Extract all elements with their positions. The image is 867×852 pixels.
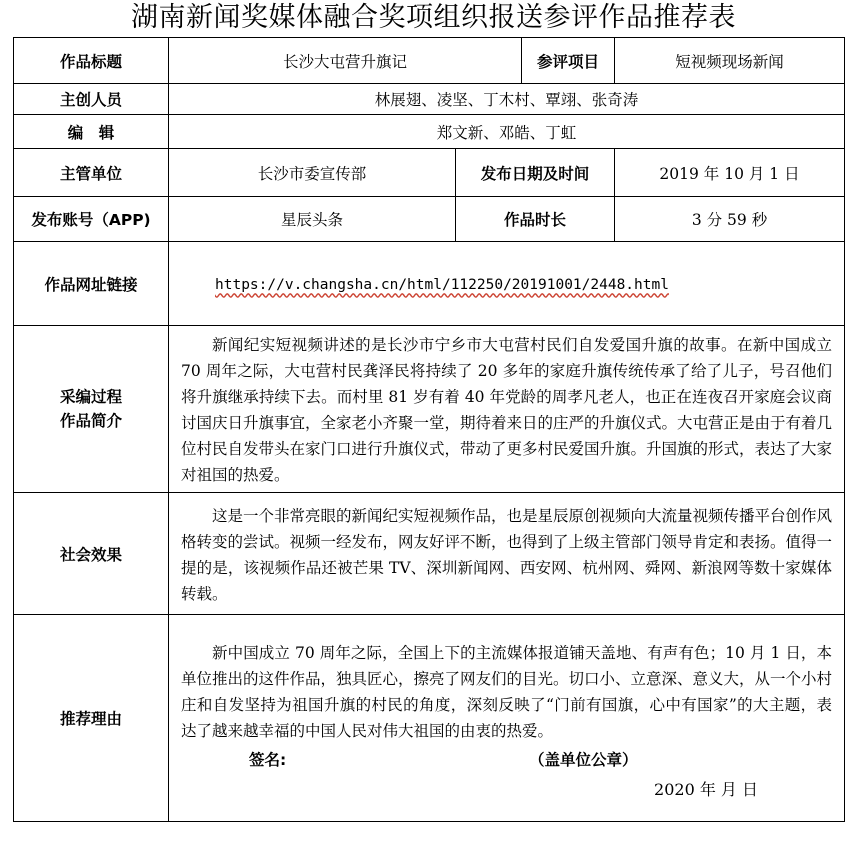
effect-text: 这是一个非常亮眼的新闻纪实短视频作品，也是星辰原创视频向大流量视频传播平台创作风格转变的尝试。视频一经发布，网友好评不断，也得到了上级主管部门领导肯定和表扬。值得一提的是，该视频作品还被芒果 TV、深圳新闻网、西安网、杭州网、舜网、新浪网等数十家媒体转载。 bbox=[181, 506, 833, 603]
signature-date: 2020 年 月 日 bbox=[654, 780, 759, 799]
reason-cell bbox=[169, 615, 845, 822]
signature-label: 签名: bbox=[249, 751, 287, 769]
category-value: 短视频现场新闻 bbox=[615, 38, 845, 84]
org-value: 长沙市委宣传部 bbox=[169, 149, 456, 197]
duration-value: 3 分 59 秒 bbox=[615, 197, 845, 242]
category-label: 参评项目 bbox=[522, 38, 615, 84]
editors-label: 编 辑 bbox=[14, 115, 169, 149]
row-editors bbox=[14, 115, 845, 149]
signature-row bbox=[169, 748, 844, 778]
account-label: 发布账号（APP) bbox=[14, 197, 169, 242]
work-url-link[interactable]: https://v.changsha.cn/html/112250/20191001/2448.html bbox=[215, 276, 669, 293]
url-label: 作品网址链接 bbox=[14, 242, 169, 326]
row-intro bbox=[14, 326, 845, 493]
url-cell bbox=[169, 242, 845, 326]
row-reason bbox=[14, 615, 845, 822]
creators-value: 林展翅、凌坚、丁木村、覃翊、张奇涛 bbox=[169, 84, 845, 115]
pubdate-label: 发布日期及时间 bbox=[456, 149, 615, 197]
row-effect bbox=[14, 493, 845, 615]
intro-label: 采编过程 作品简介 bbox=[14, 326, 169, 493]
org-label: 主管单位 bbox=[14, 149, 169, 197]
intro-text: 新闻纪实短视频讲述的是长沙市宁乡市大屯营村民们自发爱国升旗的故事。在新中国成立 70 周年之际，大屯营村民龚泽民将持续了 20 多年的家庭升旗传统传承了给了儿子，号召他们将升旗继承持续下去。而村里 81 岁有着 40 年党龄的周孝凡老人，也正在连夜召开家庭会议商讨国庆日升旗事宜，全家老小齐聚一堂，期待着来日的庄严的升旗仪式。大屯营正是由于有着几位村民自发带头在家门口进行升旗仪式，带动了更多村民爱国升旗。升国旗的形式，表达了大家对祖国的热爱。 bbox=[181, 336, 833, 484]
row-url bbox=[14, 242, 845, 326]
page-title: 湖南新闻奖媒体融合奖项组织报送参评作品推荐表 bbox=[131, 2, 736, 33]
effect-label: 社会效果 bbox=[14, 493, 169, 615]
work-title-value: 长沙大屯营升旗记 bbox=[169, 38, 522, 84]
editors-value: 郑文新、邓皓、丁虹 bbox=[169, 115, 845, 149]
row-work-title bbox=[14, 38, 845, 84]
row-account bbox=[14, 197, 845, 242]
seal-label: （盖单位公章） bbox=[529, 751, 638, 769]
duration-label: 作品时长 bbox=[456, 197, 615, 242]
row-org bbox=[14, 149, 845, 197]
work-title-label: 作品标题 bbox=[14, 38, 169, 84]
reason-text: 新中国成立 70 周年之际，全国上下的主流媒体报道铺天盖地、有声有色；10 月 1 日，本单位推出的这件作品，独具匠心，擦亮了网友们的目光。切口小、立意深、意义大，从一个小村庄和自发坚持为祖国升旗的村民的角度，深刻反映了“门前有国旗，心中有国家”的大主题，表达了越来越幸福的中国人民对伟大祖国的由衷的热爱。 bbox=[181, 644, 833, 740]
recommendation-form bbox=[13, 37, 845, 822]
intro-cell bbox=[169, 326, 845, 493]
row-creators bbox=[14, 84, 845, 115]
pubdate-value: 2019 年 10 月 1 日 bbox=[615, 149, 845, 197]
creators-label: 主创人员 bbox=[14, 84, 169, 115]
reason-label: 推荐理由 bbox=[14, 615, 169, 822]
effect-cell bbox=[169, 493, 845, 615]
account-value: 星辰头条 bbox=[169, 197, 456, 242]
